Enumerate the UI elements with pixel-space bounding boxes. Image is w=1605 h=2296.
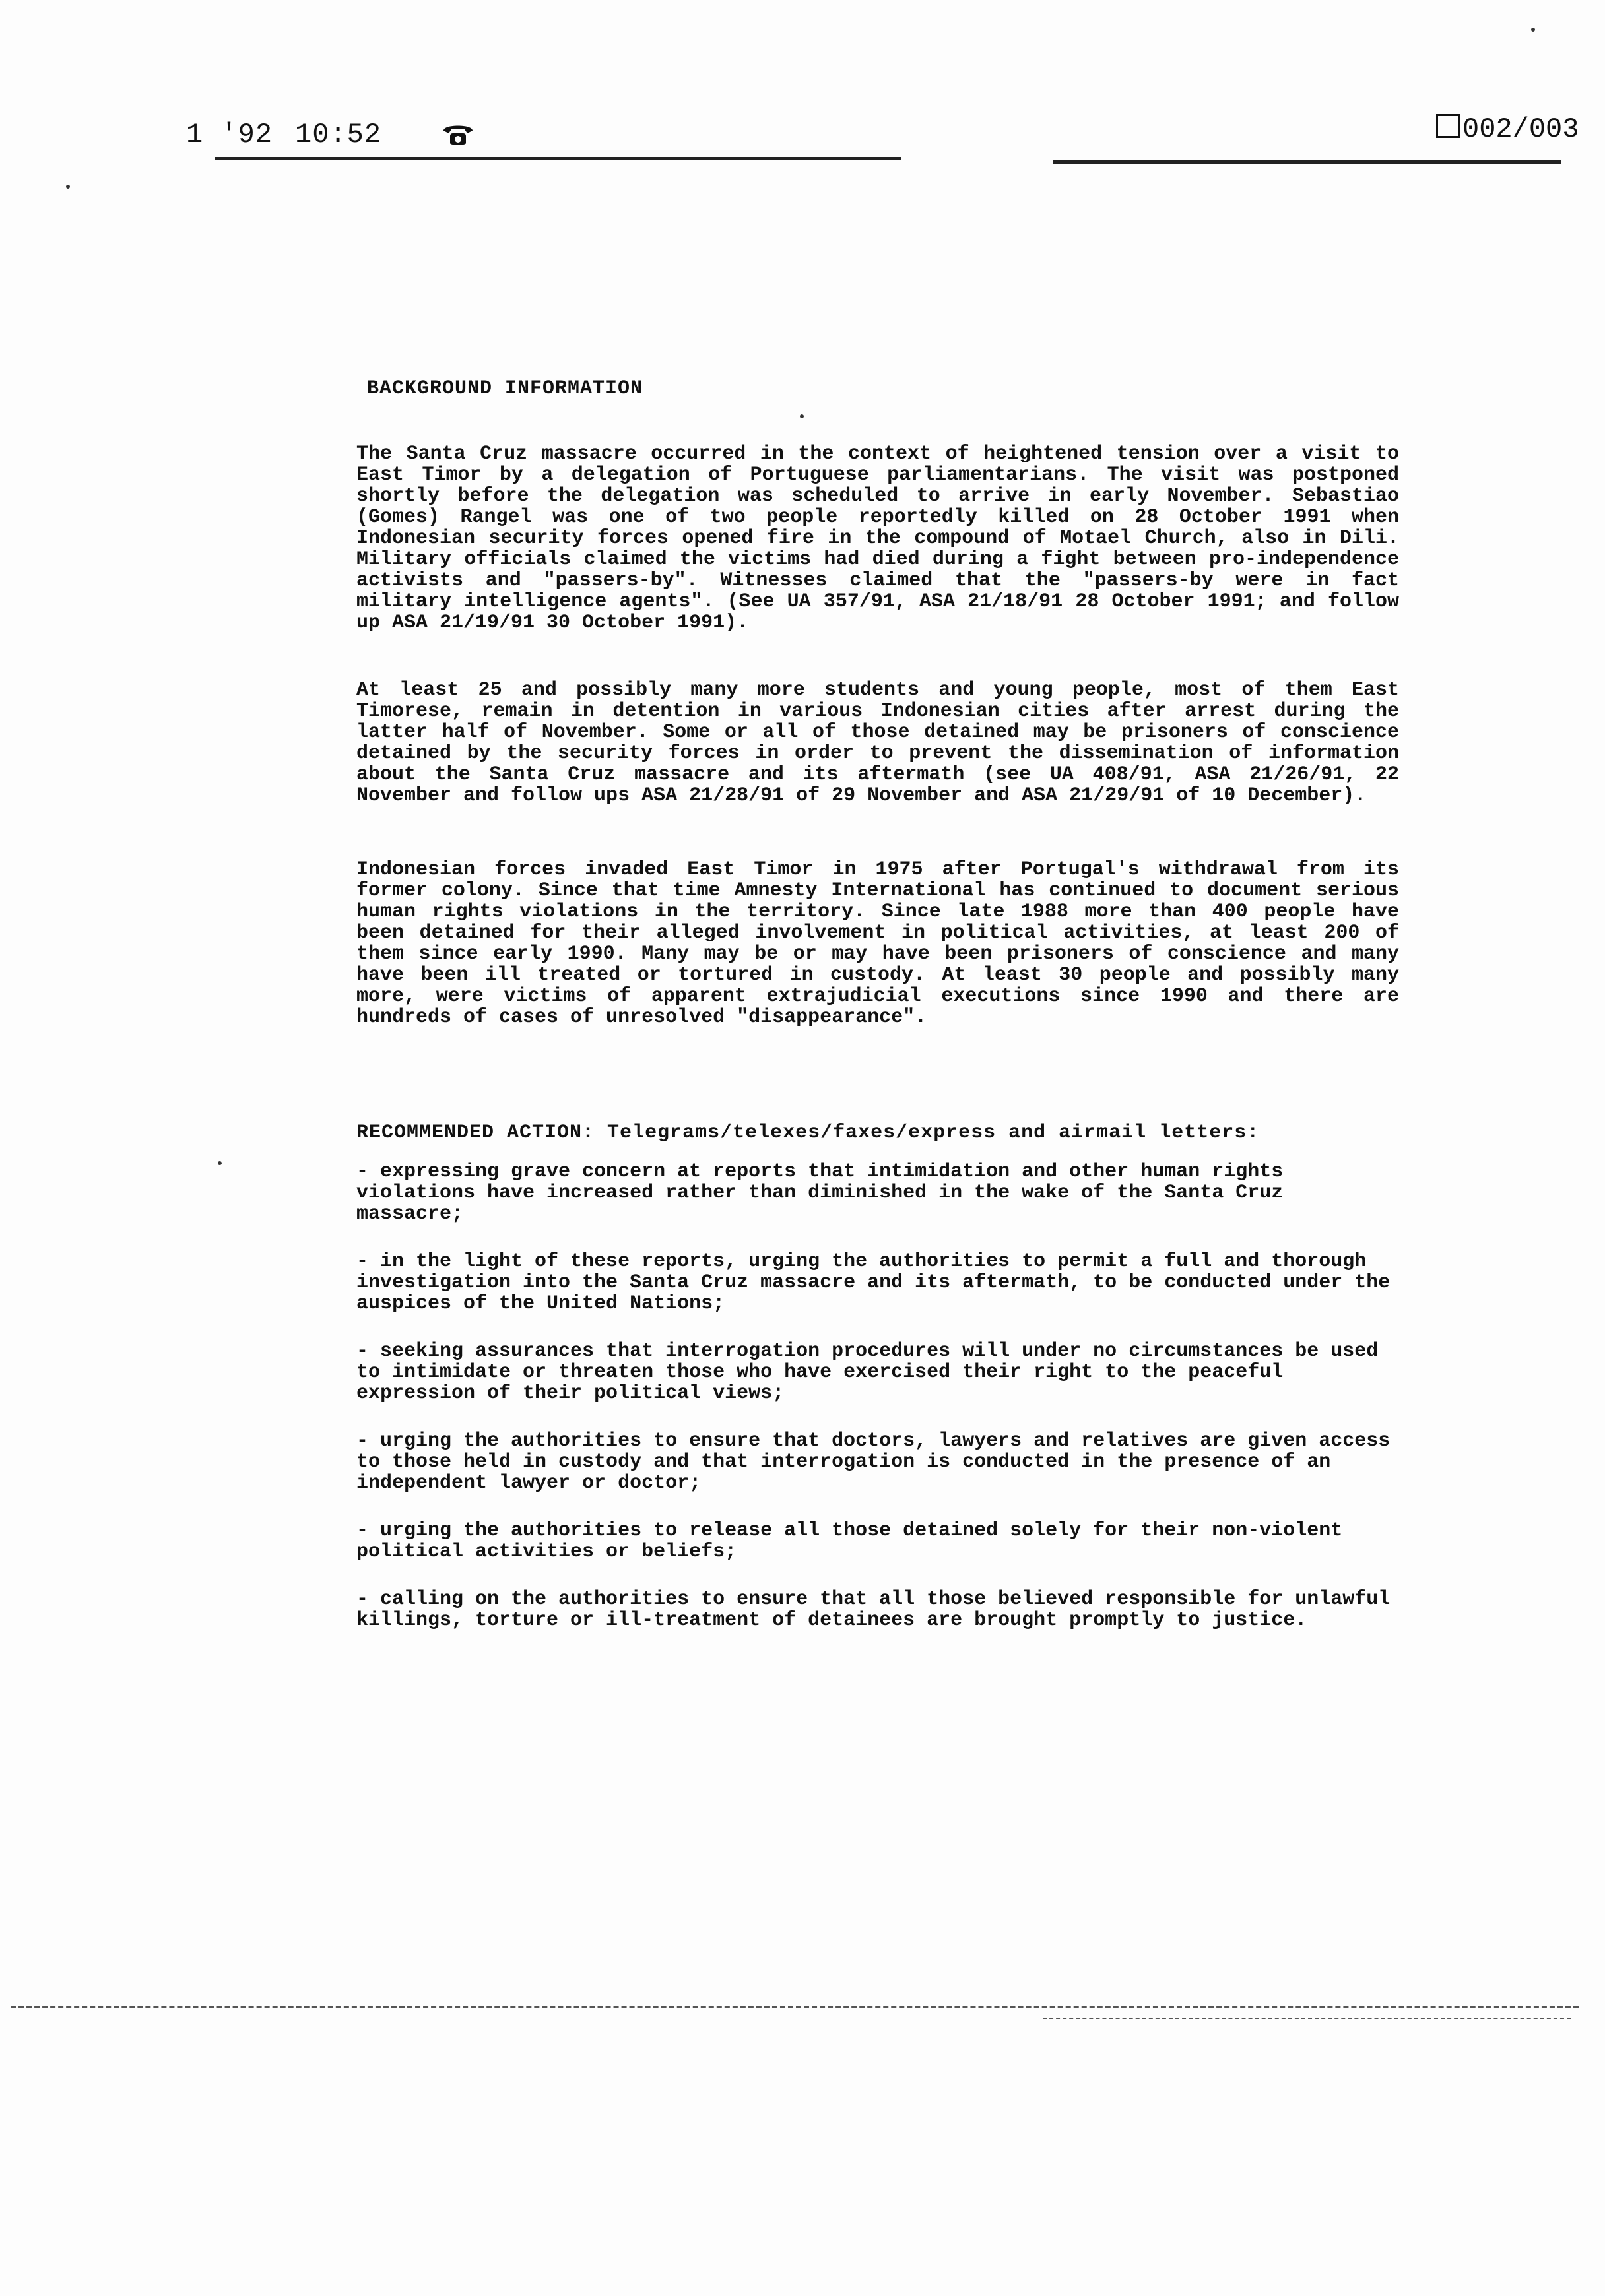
scan-speck xyxy=(1531,28,1535,32)
fax-date: 1 '92 xyxy=(186,119,273,150)
page-count: 002/003 xyxy=(1462,113,1579,145)
header-rule-left xyxy=(215,157,901,160)
action-item: - calling on the authorities to ensure that all those believed responsible for unlawful killings, torture or ill-treatment of detainees are brought promptly to justice. xyxy=(356,1588,1391,1632)
fax-timestamp xyxy=(186,119,404,150)
background-paragraph-2: At least 25 and possibly many more students and young people, most of them East Timorese, remain in detention in various Indonesian cities after arrest during the latter half of November. Some or all of those detained may be prisoners of conscience detained by the security forces in order to prevent the dissemination of information about the Santa Cruz massacre and its aftermath (see UA 408/91, ASA 21/26/91, 22 November and follow ups ASA 21/28/91 of 29 November and ASA 21/29/91 of 10 December). xyxy=(356,679,1399,807)
background-heading: BACKGROUND INFORMATION xyxy=(367,377,643,400)
background-paragraph-3: Indonesian forces invaded East Timor in 1975 after Portugal's withdrawal from its former colony. Since that time Amnesty International has continued to document serious human rights violations in the territory. Since late 1988 more than 400 people have been detained for their alleged involvement in political activities, at least 200 of them since early 1990. Many may be or may have been prisoners of conscience and many have been ill treated or tortured in custody. At least 30 people and possibly many more, were victims of apparent extrajudicial executions since 1990 and there are hundreds of cases of unresolved "disappearance". xyxy=(356,858,1399,1029)
telephone-icon xyxy=(441,121,475,148)
recommended-heading: RECOMMENDED ACTION: Telegrams/telexes/faxes/express and airmail letters: xyxy=(356,1122,1260,1144)
action-item: - urging the authorities to ensure that doctors, lawyers and relatives are given access to those held in custody and that interrogation is conducted in the presence of an independent lawyer or doctor; xyxy=(356,1430,1391,1494)
action-item: - seeking assurances that interrogation procedures will under no circumstances be used to intimidate or threaten those who have exercised their right to the peaceful expression of their political views; xyxy=(356,1340,1379,1405)
action-item: - expressing grave concern at reports that intimidation and other human rights violations have increased rather than diminished in the wake of the Santa Cruz massacre; xyxy=(356,1161,1284,1225)
header-rule-right xyxy=(1053,160,1561,164)
scan-speck xyxy=(66,185,70,189)
scan-speck xyxy=(800,414,804,418)
recommended-action-list xyxy=(356,1161,1399,1657)
action-item: - in the light of these reports, urging the authorities to permit a full and thorough investigation into the Santa Cruz massacre and its aftermath, to be conducted under the auspices of the United Nations; xyxy=(356,1250,1391,1315)
fax-page-indicator xyxy=(1436,113,1579,145)
scan-speck xyxy=(218,1161,222,1165)
action-item: - urging the authorities to release all those detained solely for their non-violent political activities or beliefs; xyxy=(356,1519,1343,1563)
fax-time: 10:52 xyxy=(295,119,382,150)
checkbox-mark-icon xyxy=(1436,114,1460,138)
footer-dashed-rule xyxy=(11,2006,1579,2008)
footer-dashed-rule-secondary xyxy=(1043,2018,1571,2019)
background-paragraph-1: The Santa Cruz massacre occurred in the context of heightened tension over a visit to East Timor by a delegation of Portuguese parliamentarians. The visit was postponed shortly before the delegation was scheduled to arrive in early November. Sebastiao (Gomes) Rangel was one of two people reportedly killed on 28 October 1991 when Indonesian security forces opened fire in the compound of Motael Church, also in Dili. Military officials claimed the victims had died during a fight between pro-independence activists and "passers-by". Witnesses claimed that the "passers-by were in fact military intelligence agents". (See UA 357/91, ASA 21/18/91 28 October 1991; and follow up ASA 21/19/91 30 October 1991). xyxy=(356,443,1399,634)
